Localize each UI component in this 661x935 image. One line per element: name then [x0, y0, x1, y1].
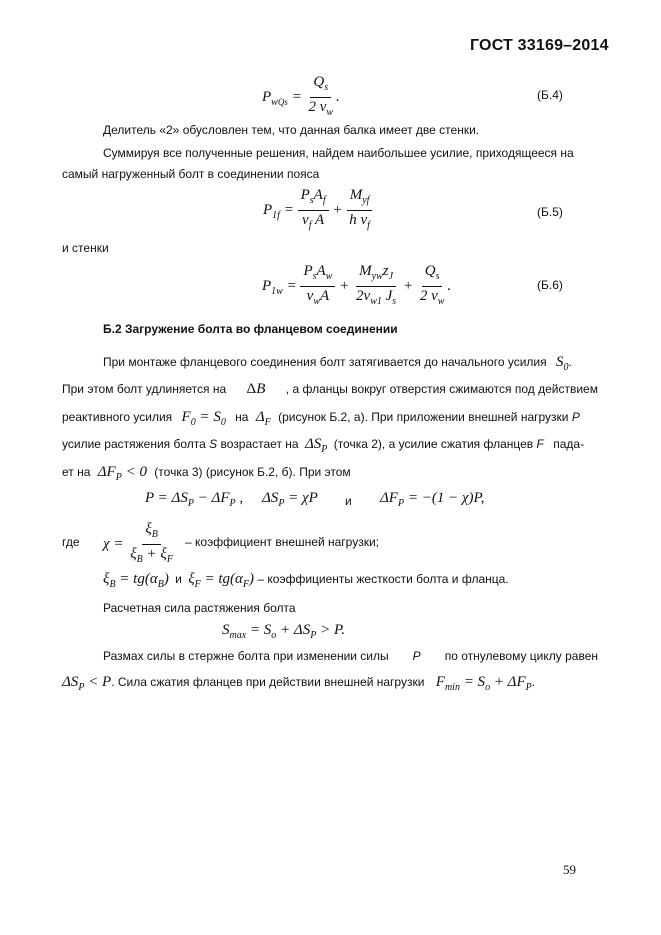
where-label: где	[62, 535, 80, 549]
paragraph-text: Делитель «2» обусловлен тем, что данная балка имеет две стенки.	[103, 123, 480, 137]
formula-smax: $S_{max} = S_o + \Delta S_P > P$.	[222, 622, 345, 641]
paragraph-text: самый нагруженный болт в соединении пояса	[62, 167, 320, 181]
paragraph-line: усилие растяжения болта S возрастает на $\Delta S_P$ (точка 2), а усилие сжатия фланцев F пада-	[62, 436, 585, 455]
paragraph-line: $\xi_B = tg(\alpha_B)$ и $\xi_F = tg(\alpha_F)$ – коэффициенты жесткости болта и фланца.	[103, 571, 509, 590]
paragraph-text: Суммируя все полученные решения, найдем наибольшее усилие, приходящееся на	[103, 146, 574, 160]
formula-relations: $P = \Delta S_P - \Delta F_P$ ,	[145, 490, 244, 509]
formula-chi: χ = $\frac{\xi_B}{\xi_B + \xi_F}$	[103, 521, 173, 565]
formula-b5: $P_{1f}$ = $\frac{P_sA_f}{v_f A}$ + $\frac{M_{yf}}{h v_f}$	[263, 187, 373, 234]
conjunction-text: и	[345, 494, 352, 508]
formula-relations: $\Delta S_P = \chi P$	[262, 490, 318, 509]
formula-b6: $P_{1w}$ = $\frac{P_sA_w}{v_wA}$ + $\frac{M_{yw}z_J}{2v_{w1} J_s}$ + $\frac{Q_s}{2 v_w}$ .	[262, 263, 452, 307]
document-header: ГОСТ 33169–2014	[470, 37, 609, 54]
paragraph-text: и стенки	[62, 241, 109, 255]
paragraph-line: При монтаже фланцевого соединения болт затягивается до начального усилия $S_0$.	[103, 354, 572, 373]
paragraph-line: ет на $\Delta F_P < 0$ (точка 3) (рисунок Б.2, б). При этом	[62, 464, 351, 483]
equation-number: (Б.4)	[537, 88, 563, 102]
paragraph-line: $\Delta S_P < P$. Сила сжатия фланцев при действии внешней нагрузки $F_{min} = S_o + \Delta F_P$.	[62, 674, 536, 693]
equation-number: (Б.5)	[537, 205, 563, 219]
section-heading: Б.2 Загружение болта во фланцевом соединении	[103, 322, 398, 336]
paragraph-line: реактивного усилия $F_0 = S_0$ на $\Delta_F$ (рисунок Б.2, а). При приложении внешней нагрузки P	[62, 409, 580, 428]
equation-number: (Б.6)	[537, 278, 563, 292]
formula-relations: $\Delta F_P = -(1 - \chi)P$,	[380, 490, 485, 509]
paragraph-text: – коэффициент внешней нагрузки;	[185, 535, 379, 549]
paragraph-text: Расчетная сила растяжения болта	[103, 601, 296, 615]
paragraph-line: Размах силы в стержне болта при изменении силы P по отнулевому циклу равен	[103, 649, 598, 663]
page-number: 59	[563, 862, 576, 877]
formula-b4: $P_{wQs}$ = $\frac{Q_s}{2 v_w}$ .	[262, 74, 340, 118]
paragraph-line: При этом болт удлиняется на ΔB , а фланцы вокруг отверстия сжимаются под действием	[62, 381, 598, 397]
